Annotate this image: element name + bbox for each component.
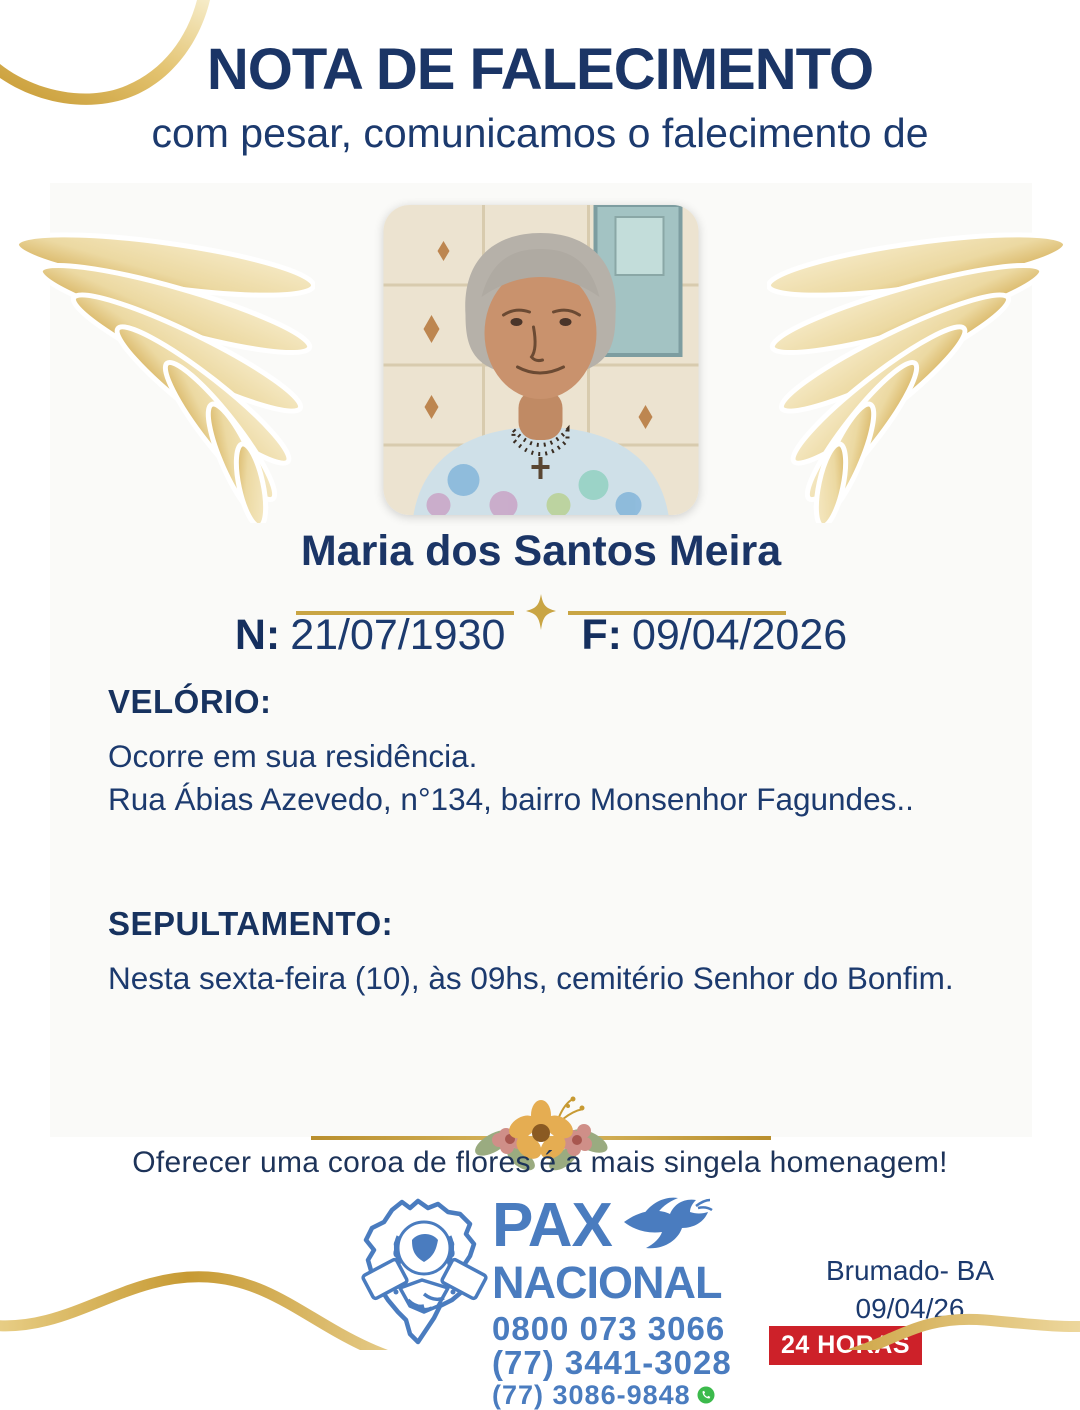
deceased-photo <box>384 205 699 515</box>
birth-date: N: 21/07/1930 <box>234 611 506 659</box>
wake-line1: Ocorre em sua residência. <box>108 738 478 774</box>
phone-whatsapp: (77) 3086-9848 <box>492 1380 822 1410</box>
gold-ribbon-bottom <box>0 1210 1080 1350</box>
notice-card <box>50 183 1032 1137</box>
burial-heading: SEPULTAMENTO: <box>108 905 394 942</box>
wake-heading: VELÓRIO: <box>108 683 272 720</box>
notice-date: 09/04/26 <box>855 1293 965 1324</box>
deceased-name: Maria dos Santos Meira <box>300 527 782 575</box>
wake-section <box>108 683 988 821</box>
homage-message: Oferecer uma coroa de flores é a mais singela homenagem! <box>132 1146 948 1179</box>
death-date: F: 09/04/2026 <box>581 611 848 659</box>
brand-name-pax: PAX <box>492 1191 612 1260</box>
phone-tollfree: 0800 073 3066 <box>492 1310 726 1347</box>
page-title: NOTA DE FALECIMENTO <box>206 37 874 102</box>
angel-wing-left-icon <box>15 213 315 523</box>
city-state: Brumado- BA <box>825 1255 995 1286</box>
phone-landline: (77) 3441-3028 <box>492 1344 732 1381</box>
wake-line2: Rua Ábias Azevedo, n°134, bairro Monsenhor Fagundes.. <box>108 781 914 817</box>
page-subtitle: com pesar, comunicamos o falecimento de <box>151 110 929 156</box>
burial-line1: Nesta sexta-feira (10), às 09hs, cemitério Senhor do Bonfim. <box>108 960 954 996</box>
brand-name-nacional: NACIONAL <box>492 1257 722 1308</box>
badge-24-hours: 24 HORAS <box>769 1326 922 1365</box>
angel-wing-right-icon <box>767 213 1067 523</box>
dates-row <box>50 611 1032 660</box>
burial-section <box>108 905 988 1000</box>
whatsapp-icon <box>697 1386 715 1404</box>
